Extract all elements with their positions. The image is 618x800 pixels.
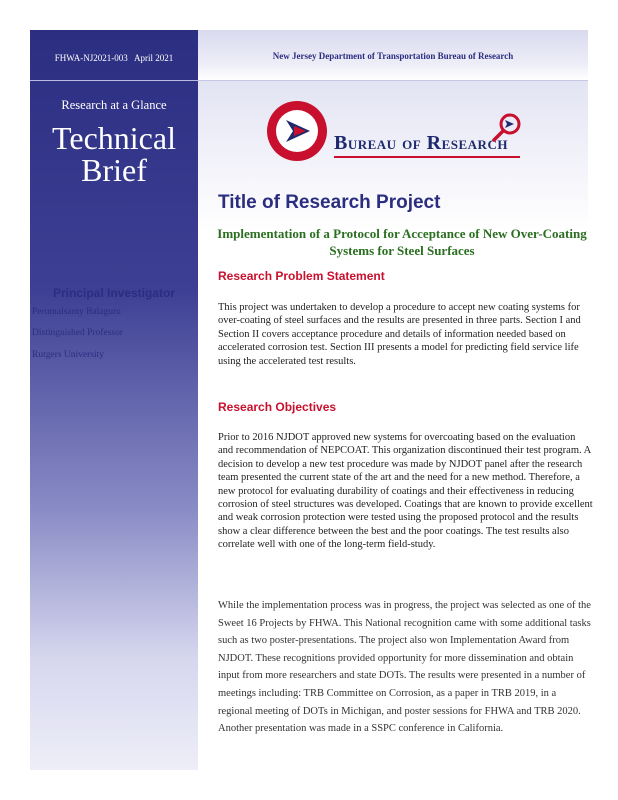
- project-subtitle: Implementation of a Protocol for Acceptance of New Over-Coating Systems for Steel Surfaces: [217, 226, 587, 258]
- research-at-a-glance: Research at a Glance: [61, 98, 167, 112]
- principal-investigator-heading: Principal Investigator: [52, 286, 176, 300]
- wordmark-ureau: UREAU: [347, 137, 397, 152]
- brief-page: [30, 30, 593, 770]
- magnifying-glass-icon: [490, 112, 524, 142]
- technical-brief-title: [30, 122, 198, 186]
- report-id: FHWA-NJ2021-003 April 2021: [54, 53, 174, 63]
- bureau-of-research-wordmark: [334, 132, 508, 155]
- bureau-of-research-logo: [264, 98, 524, 164]
- pi-position: Distinguished Professor: [32, 328, 124, 338]
- wordmark-b: B: [334, 132, 348, 154]
- wordmark-of: OF: [402, 137, 422, 152]
- sidebar: [30, 30, 198, 770]
- njdot-seal-icon: [264, 98, 334, 164]
- pi-name: Perumalsamy Balaguru: [32, 307, 121, 317]
- title-line-technical: Technical: [52, 120, 176, 156]
- objectives-paragraph-2: While the implementation process was in progress, the project was selected as one of the Sweet 16 Projects by FHWA. This National recognition came with some additional tasks such as two poster-presentations. The project also won Implementation Award from NJDOT. These recognitions provided opportunity for more dissemination and obtain input from more researchers and state DOTs. The results were presented in a number of meetings including: TRB Committee on Corrosion, as a paper in TRB 2019, in a regional meeting of DOTs in Michigan, and poster sessions for FHWA and TRB 2020. Another presentation was made in a SSPC conference in California.: [218, 600, 591, 735]
- objectives-paragraph-1: Prior to 2016 NJDOT approved new systems for overcoating based on the evaluation and recommendation of NEPCOAT. This organization discontinued their test program. A decision to develop a new test procedure was made by NJDOT panel after the research team presented the current state of the art and the need for a new method. Therefore, a new protocol for evaluating durability of coatings and their effectiveness in reducing corrosion of steel structures was developed. Coatings that are known to provide excellent and weak corrosion protection were tested using the proposed protocol and the results show a clear difference between the best and the poor coatings. The test results also correlate well with one of the long-term field-study.: [218, 432, 593, 551]
- problem-statement-text: This project was undertaken to develop a procedure to accept new coating systems for over-coating of steel surfaces and the results are presented in three parts. Section I and Section II covers acceptance procedure and details of information needed based on accelerated corrosion test. Section III presents a model for predicting field service life using the accelerated test results.: [218, 302, 581, 367]
- title-line-brief: Brief: [81, 152, 147, 188]
- problem-statement-heading: Research Problem Statement: [218, 269, 385, 283]
- wordmark-underline: [334, 156, 520, 158]
- wordmark-r: R: [426, 132, 442, 154]
- department-name: New Jersey Department of Transportation Bureau of Research: [272, 51, 514, 61]
- objectives-heading: Research Objectives: [218, 400, 337, 414]
- pi-affiliation: Rutgers University: [32, 350, 105, 360]
- research-project-title-heading: Title of Research Project: [218, 192, 441, 213]
- wordmark-esearch: ESEARCH: [441, 137, 508, 152]
